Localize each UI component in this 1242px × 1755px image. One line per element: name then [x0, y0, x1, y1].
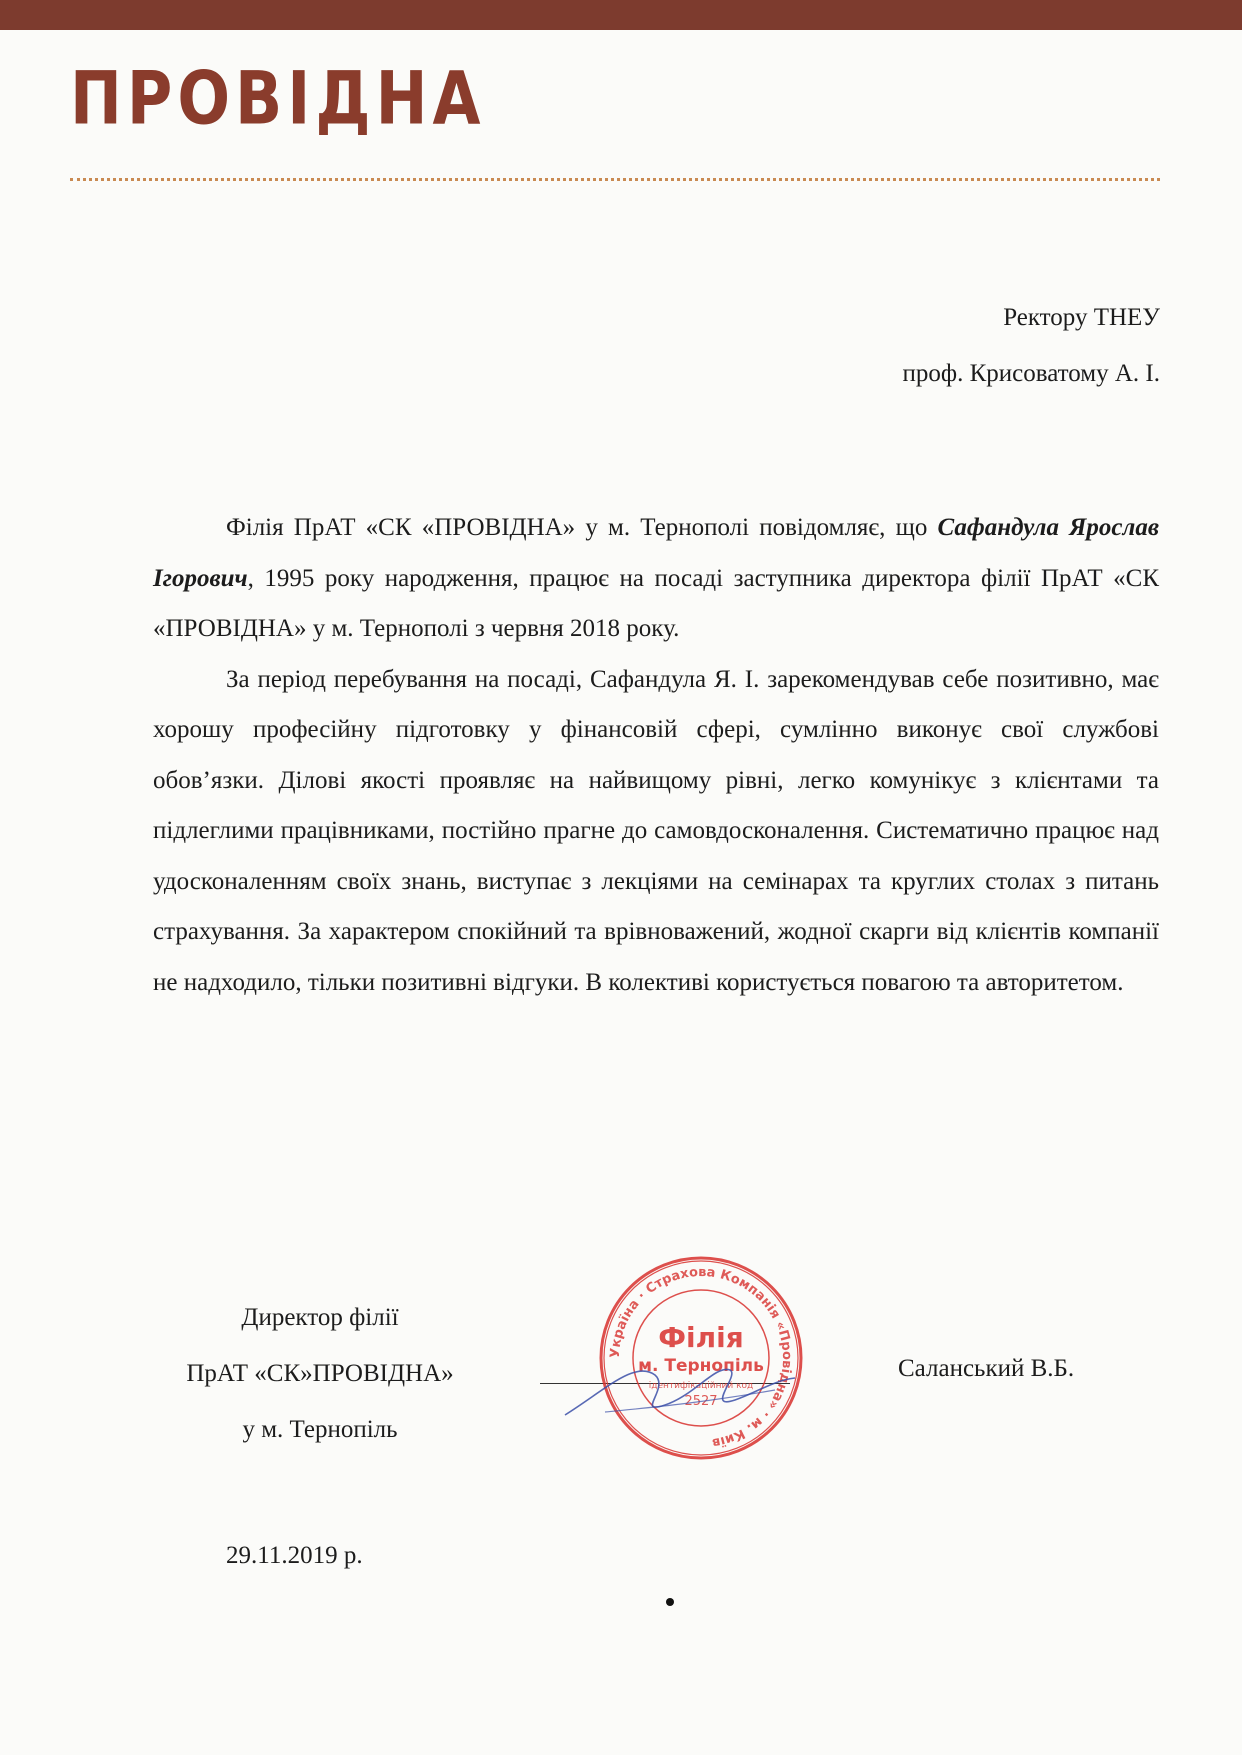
company-logo: ПРОВІДНА	[70, 54, 486, 142]
letter-body	[153, 503, 1159, 1008]
signer-title-line-2: ПрАТ «СК»ПРОВІДНА»	[186, 1360, 454, 1387]
stamp-center-line-2: м. Тернопіль	[638, 1356, 764, 1376]
signer-name: Саланський В.Б.	[898, 1355, 1075, 1382]
stamp-outer-text: Україна · Страхова Компанія «Провідна» · м. Київ	[607, 1264, 795, 1451]
addressee-block	[903, 290, 1160, 402]
paragraph-2: За період перебування на посаді, Сафандула Я. І. зарекомендував себе позитивно, має хорошу професійну підготовку у фінансовій сфері, сумлінно виконує свої службові обов’язки. Ділові якості проявляє на найвищому рівні, легко комунікує з клієнтами та підлеглими працівниками, постійно прагне до самовдосконалення. Систематично працює над удосконаленням своїх знань, виступає з лекціями на семінарах та круглих столах з питань страхування. За характером спокійний та врівноважений, жодної скарги від клієнтів компанії не надходило, тільки позитивні відгуки. В колективі користується повагою та авторитетом.	[153, 665, 1159, 996]
stamp-code-value: 2527	[684, 1394, 718, 1409]
signer-title-line-3: у м. Тернопіль	[242, 1416, 398, 1443]
letterhead-top-bar	[0, 0, 1242, 30]
signer-title-line-1: Директор філії	[241, 1304, 399, 1331]
signer-title-block	[140, 1290, 500, 1458]
letterhead-divider	[70, 178, 1160, 181]
employee-name: Сафандула Ярослав Ігорович	[153, 514, 1159, 592]
addressee-line-1: Ректору ТНЕУ	[1003, 304, 1160, 331]
document-date: 29.11.2019 р.	[226, 1542, 363, 1569]
stamp-center-line-1: Філія	[658, 1321, 744, 1354]
page-dot-mark	[666, 1598, 674, 1606]
paragraph-1-rest: , 1995 року народження, працює на посаді заступника директора філії ПрАТ «СК «ПРОВІДНА» у м. Тернополі з червня 2018 року.	[153, 564, 1159, 642]
handwritten-signature	[545, 1320, 805, 1440]
paragraph-1	[153, 503, 1159, 655]
addressee-line-2: проф. Крисоватому А. І.	[902, 360, 1160, 387]
paragraph-1-intro: Філія ПрАТ «СК «ПРОВІДНА» у м. Тернополі повідомляє, що	[226, 514, 928, 541]
stamp-code-label: ідентифікаційний код	[648, 1381, 754, 1391]
